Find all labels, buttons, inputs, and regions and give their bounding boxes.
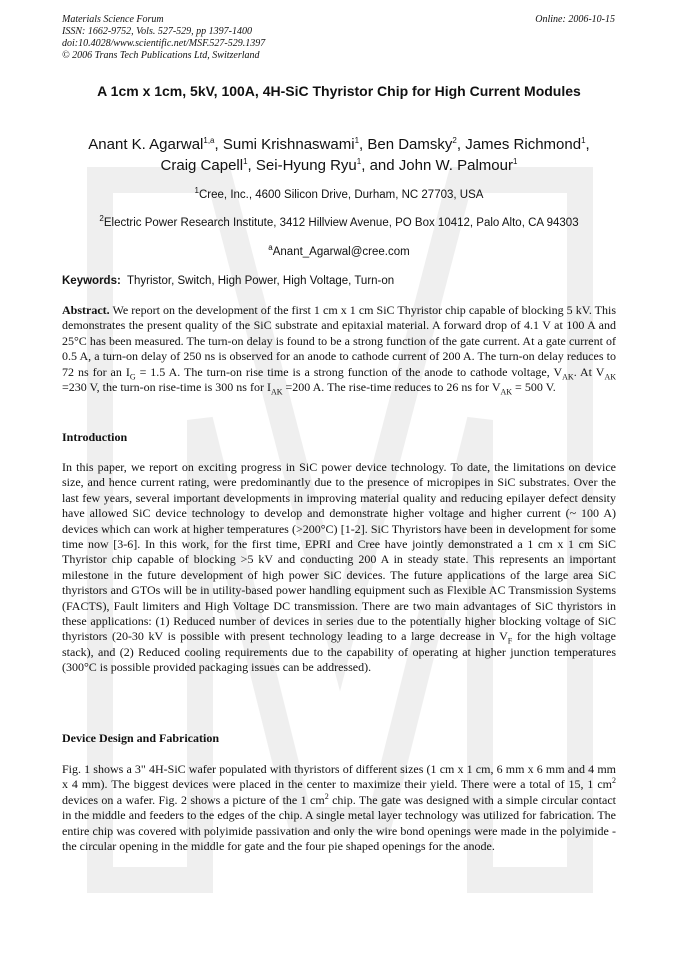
abstract-text-run: We report on the development of the first 1 cm x 1 cm SiC Thyristor chip capable of blocking 5 kV. This demonstrates the present quality of the SiC substrate and epitaxial material. A forward drop of 4.1 V at 100 A and 25°C has been measured. The turn-on delay is found to be a strong function of the gate current. At a gate current of 0.5 A, a turn-on delay of 250 ns is observed for an anode to cathode current of 200 A. The turn-on delay reduces to 72 ns for an I: [62, 303, 616, 379]
affiliation-2-marker: 2: [99, 214, 104, 224]
author-name: Anant K. Agarwal: [88, 136, 204, 153]
abstract-body: [62, 303, 616, 397]
affiliation-1-marker: 1: [194, 186, 199, 196]
device-text-run: 2: [324, 791, 329, 801]
affiliation-1: [62, 188, 616, 203]
author-name: Sumi Krishnaswami: [222, 136, 355, 153]
device-design-heading: Device Design and Fabrication: [62, 731, 219, 745]
keywords-text: Thyristor, Switch, High Power, High Voltage, Turn-on: [126, 275, 395, 287]
author-affiliation-marker: 1: [512, 157, 518, 166]
author-name: Craig Capell: [160, 157, 244, 174]
email-marker: a: [268, 243, 273, 253]
introduction-text-run: In this paper, we report on exciting progress in SiC power device technology. To date, the limitations on device size, and hence current rating, were predominantly due to the presence of micropipes in SiC substrates. Over the last few years, several important developments in improving material quality and reducing epilayer defect density have allowed SiC device technology to develop and demonstrate higher voltage and higher current (~ 100 A) devices which can work at higher temperatures (>200°C) [1-2]. SiC Thyristors have been in development for some time now [3-6]. In this work, for the first time, EPRI and Cree have jointly demonstrated a 1 cm x 1 cm SiC Thyristor chip capable of blocking >5 kV and conducting 200 A in steady state. This represents an important milestone in the future development of high power SiC devices. The future applications of the large area SiC thyristors and GTOs will be in utility-based power handling equipment such as Flexible AC Transmission Systems (FACTS), Fault limiters and High Voltage DC transmission. There are two main advantages of SiC thyristors in these applications: (1) Reduced number of devices in series due to the potentially higher blocking voltage of SiC thyristors (20-30 kV is possible with present technology leading to a large decrease in V: [62, 460, 616, 644]
author-name: James Richmond: [465, 136, 582, 153]
paper-title: A 1cm x 1cm, 5kV, 100A, 4H-SiC Thyristor Chip for High Current Modules: [97, 83, 581, 99]
introduction-text-run: for the high voltage stack), and (2) Reduced cooling requirements due to the capability of operating at higher junction temperatures (300°C is possible provided packaging issues can be addressed).: [62, 629, 616, 675]
issn-line: ISSN: 1662-9752, Vols. 527-529, pp 1397-1400: [62, 26, 252, 37]
author-affiliation-marker: 1: [581, 136, 586, 145]
affiliation-2: [62, 216, 616, 231]
device-text-run: 2: [612, 776, 616, 786]
author-affiliation-marker: 2: [452, 136, 457, 145]
abstract-text-run: AK: [604, 372, 616, 382]
author-affiliation-marker: 1: [356, 157, 362, 166]
author-name: Ben Damsky: [367, 136, 453, 153]
author-affiliation-marker: 1,a: [203, 136, 215, 145]
introduction-text-run: F: [507, 636, 513, 646]
abstract-text-run: = 1.5 A. The turn-on rise time is a strong function of the anode to cathode voltage, V: [135, 364, 563, 379]
introduction-heading: Introduction: [62, 430, 128, 444]
abstract-text-run: . At V: [573, 364, 605, 379]
author-email: [62, 245, 616, 260]
abstract-text-run: =230 V, the turn-on rise-time is 300 ns for I: [62, 380, 271, 395]
device-text-run: devices on a wafer. Fig. 2 shows a picture of the 1 cm: [62, 792, 325, 807]
abstract-text-run: =200 A. The rise-time reduces to 26 ns for V: [282, 380, 501, 395]
author-affiliation-marker: 1: [354, 136, 360, 145]
abstract-text-run: AK: [562, 372, 574, 382]
author-list: Anant K. Agarwal$^{1,a}$, Sumi Krishnaswami$^1$, Ben Damsky$^2$, James Richmond$^1$, Craig Capell$^1$, Sei-Hyung Ryu$^1$, and John W. Palmour$^1$: [88, 136, 590, 174]
author-name: John W. Palmour: [398, 157, 513, 174]
device-design-paragraph: [62, 762, 616, 854]
abstract-paragraph: [62, 303, 616, 395]
author-affiliation-marker: 1: [243, 157, 248, 166]
online-date: Online: 2006-10-15: [535, 14, 615, 25]
device-text-run: Fig. 1 shows a 3" 4H-SiC wafer populated with thyristors of different sizes (1 cm x 1 cm, 6 mm x 6 mm and 4 mm x 4 mm). The biggest devices were placed in the center to maximize their yield. There were a total of 15, 1 cm: [62, 762, 616, 792]
abstract-label: Abstract.: [62, 303, 110, 317]
keywords-label: Keywords:: [62, 275, 121, 287]
affiliation-2-text: Electric Power Research Institute, 3412 Hillview Avenue, PO Box 10412, Palo Alto, CA 94303: [103, 217, 579, 229]
doi-line: doi:10.4028/www.scientific.net/MSF.527-529.1397: [62, 38, 266, 49]
keywords-line: [62, 274, 616, 289]
journal-header: [62, 14, 265, 62]
abstract-text-run: G: [129, 372, 136, 382]
abstract-text-run: AK: [500, 387, 513, 397]
author-name: Sei-Hyung Ryu: [255, 157, 357, 174]
copyright-line: © 2006 Trans Tech Publications Ltd, Switzerland: [62, 50, 260, 61]
introduction-paragraph: [62, 460, 616, 676]
email-text: Anant_Agarwal@cree.com: [272, 246, 410, 258]
affiliation-1-text: Cree, Inc., 4600 Silicon Drive, Durham, NC 27703, USA: [199, 189, 484, 201]
device-text-run: chip. The gate was designed with a simple circular contact in the middle and feeders to the edges of the chip. A single metal layer technology was utilized for fabrication. The entire chip was covered with polyimide passivation and only the wire bond openings were made in the polyimide - the circular opening in the middle for gate and the four pie shaped openings for the anode.: [62, 792, 616, 854]
abstract-text-run: = 500 V.: [512, 380, 556, 395]
abstract-text-run: AK: [270, 387, 283, 397]
journal-name: Materials Science Forum: [62, 14, 164, 25]
